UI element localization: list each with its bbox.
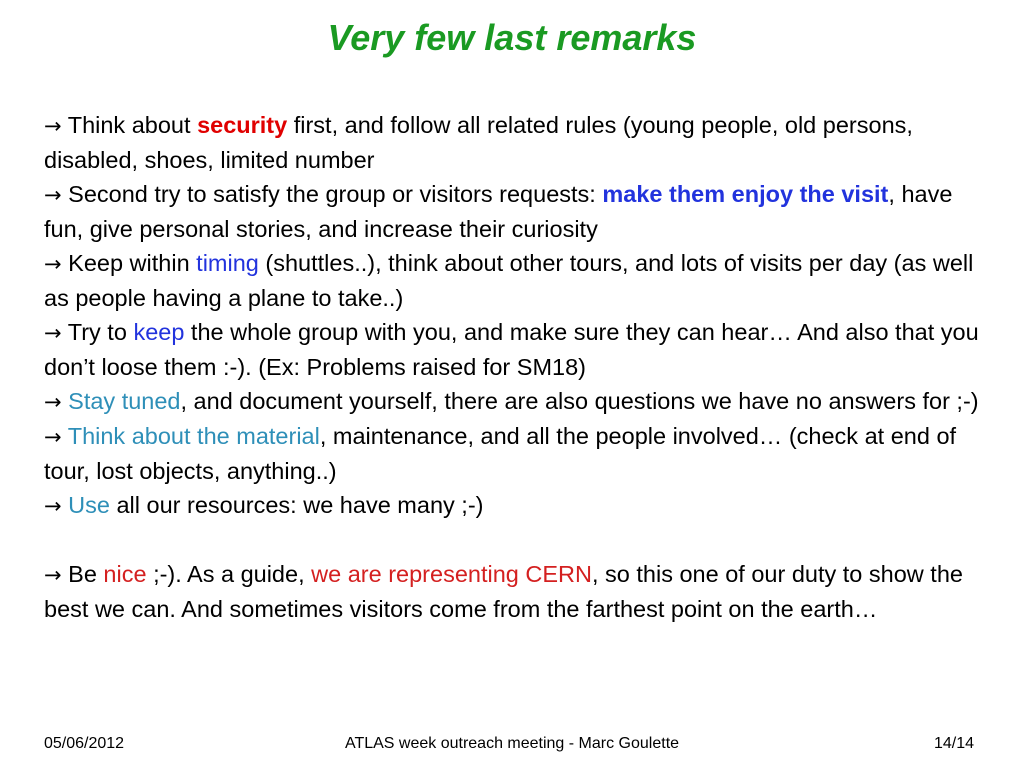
footer-page-number: 14/14 (933, 735, 974, 752)
arrow-icon: → (44, 563, 62, 587)
bullet-text-pre: Think about (67, 112, 198, 138)
arrow-icon: → (44, 114, 62, 138)
bullet-text-post: , have fun, give personal stories, and increase their curiosity (44, 181, 953, 242)
footer-presentation-info: ATLAS week outreach meeting - Marc Goulette (344, 735, 680, 752)
arrow-icon: → (44, 252, 62, 276)
highlight-representing-cern: we are representing CERN (311, 561, 592, 587)
bullet-text-post: , maintenance, and all the people involved… (check at end of tour, lost objects, anything..) (44, 423, 957, 484)
bullet-text-post: all our resources: we have many ;-) (109, 492, 484, 518)
bullet-text-mid: ;-). As a guide, (146, 561, 312, 587)
footer-date: 05/06/2012 (44, 735, 125, 752)
bullet-keep-group (44, 315, 994, 384)
arrow-icon: → (44, 494, 62, 518)
bullet-security (44, 108, 994, 177)
bullet-material (44, 419, 994, 488)
highlight-security: security (197, 112, 288, 138)
bullet-text-post: , and document yourself, there are also questions we have no answers for ;-) (180, 388, 979, 414)
bullet-text-post: the whole group with you, and make sure they can hear… And also that you don’t loose them :-). (Ex: Problems raised for SM18) (44, 319, 979, 380)
bullet-text-post: , so this one of our duty to show the best we can. And sometimes visitors come from the farthest point on the earth… (44, 561, 963, 622)
highlight-nice: nice (103, 561, 147, 587)
bullet-text-pre: Second try to satisfy the group or visitors requests: (68, 181, 603, 207)
slide-title: Very few last remarks (327, 17, 697, 58)
arrow-icon: → (44, 425, 62, 449)
bullet-stay-tuned (44, 384, 994, 419)
bullet-text-pre: Be (68, 561, 104, 587)
bullet-text-pre: Try to (67, 319, 134, 345)
bullet-text-post: (shuttles..), think about other tours, and lots of visits per day (as well as people having a plane to take..) (44, 250, 974, 311)
bullet-text-pre: Keep within (68, 250, 197, 276)
bullet-timing (44, 246, 994, 315)
arrow-icon: → (44, 321, 62, 345)
arrow-icon: → (44, 183, 62, 207)
highlight-stay-tuned: Stay tuned (68, 388, 181, 414)
highlight-material: Think about the material (67, 423, 320, 449)
highlight-use: Use (68, 492, 110, 518)
bullet-resources (44, 488, 994, 523)
bullet-satisfy-requests (44, 177, 994, 246)
highlight-keep: keep (133, 319, 185, 345)
highlight-enjoy-visit: make them enjoy the visit (602, 181, 889, 207)
arrow-icon: → (44, 390, 62, 414)
bullet-text-post: first, and follow all related rules (young people, old persons, disabled, shoes, limited number (44, 112, 913, 173)
spacer (44, 523, 994, 557)
bullet-be-nice (44, 557, 994, 626)
slide-body (44, 108, 994, 626)
highlight-timing: timing (196, 250, 259, 276)
